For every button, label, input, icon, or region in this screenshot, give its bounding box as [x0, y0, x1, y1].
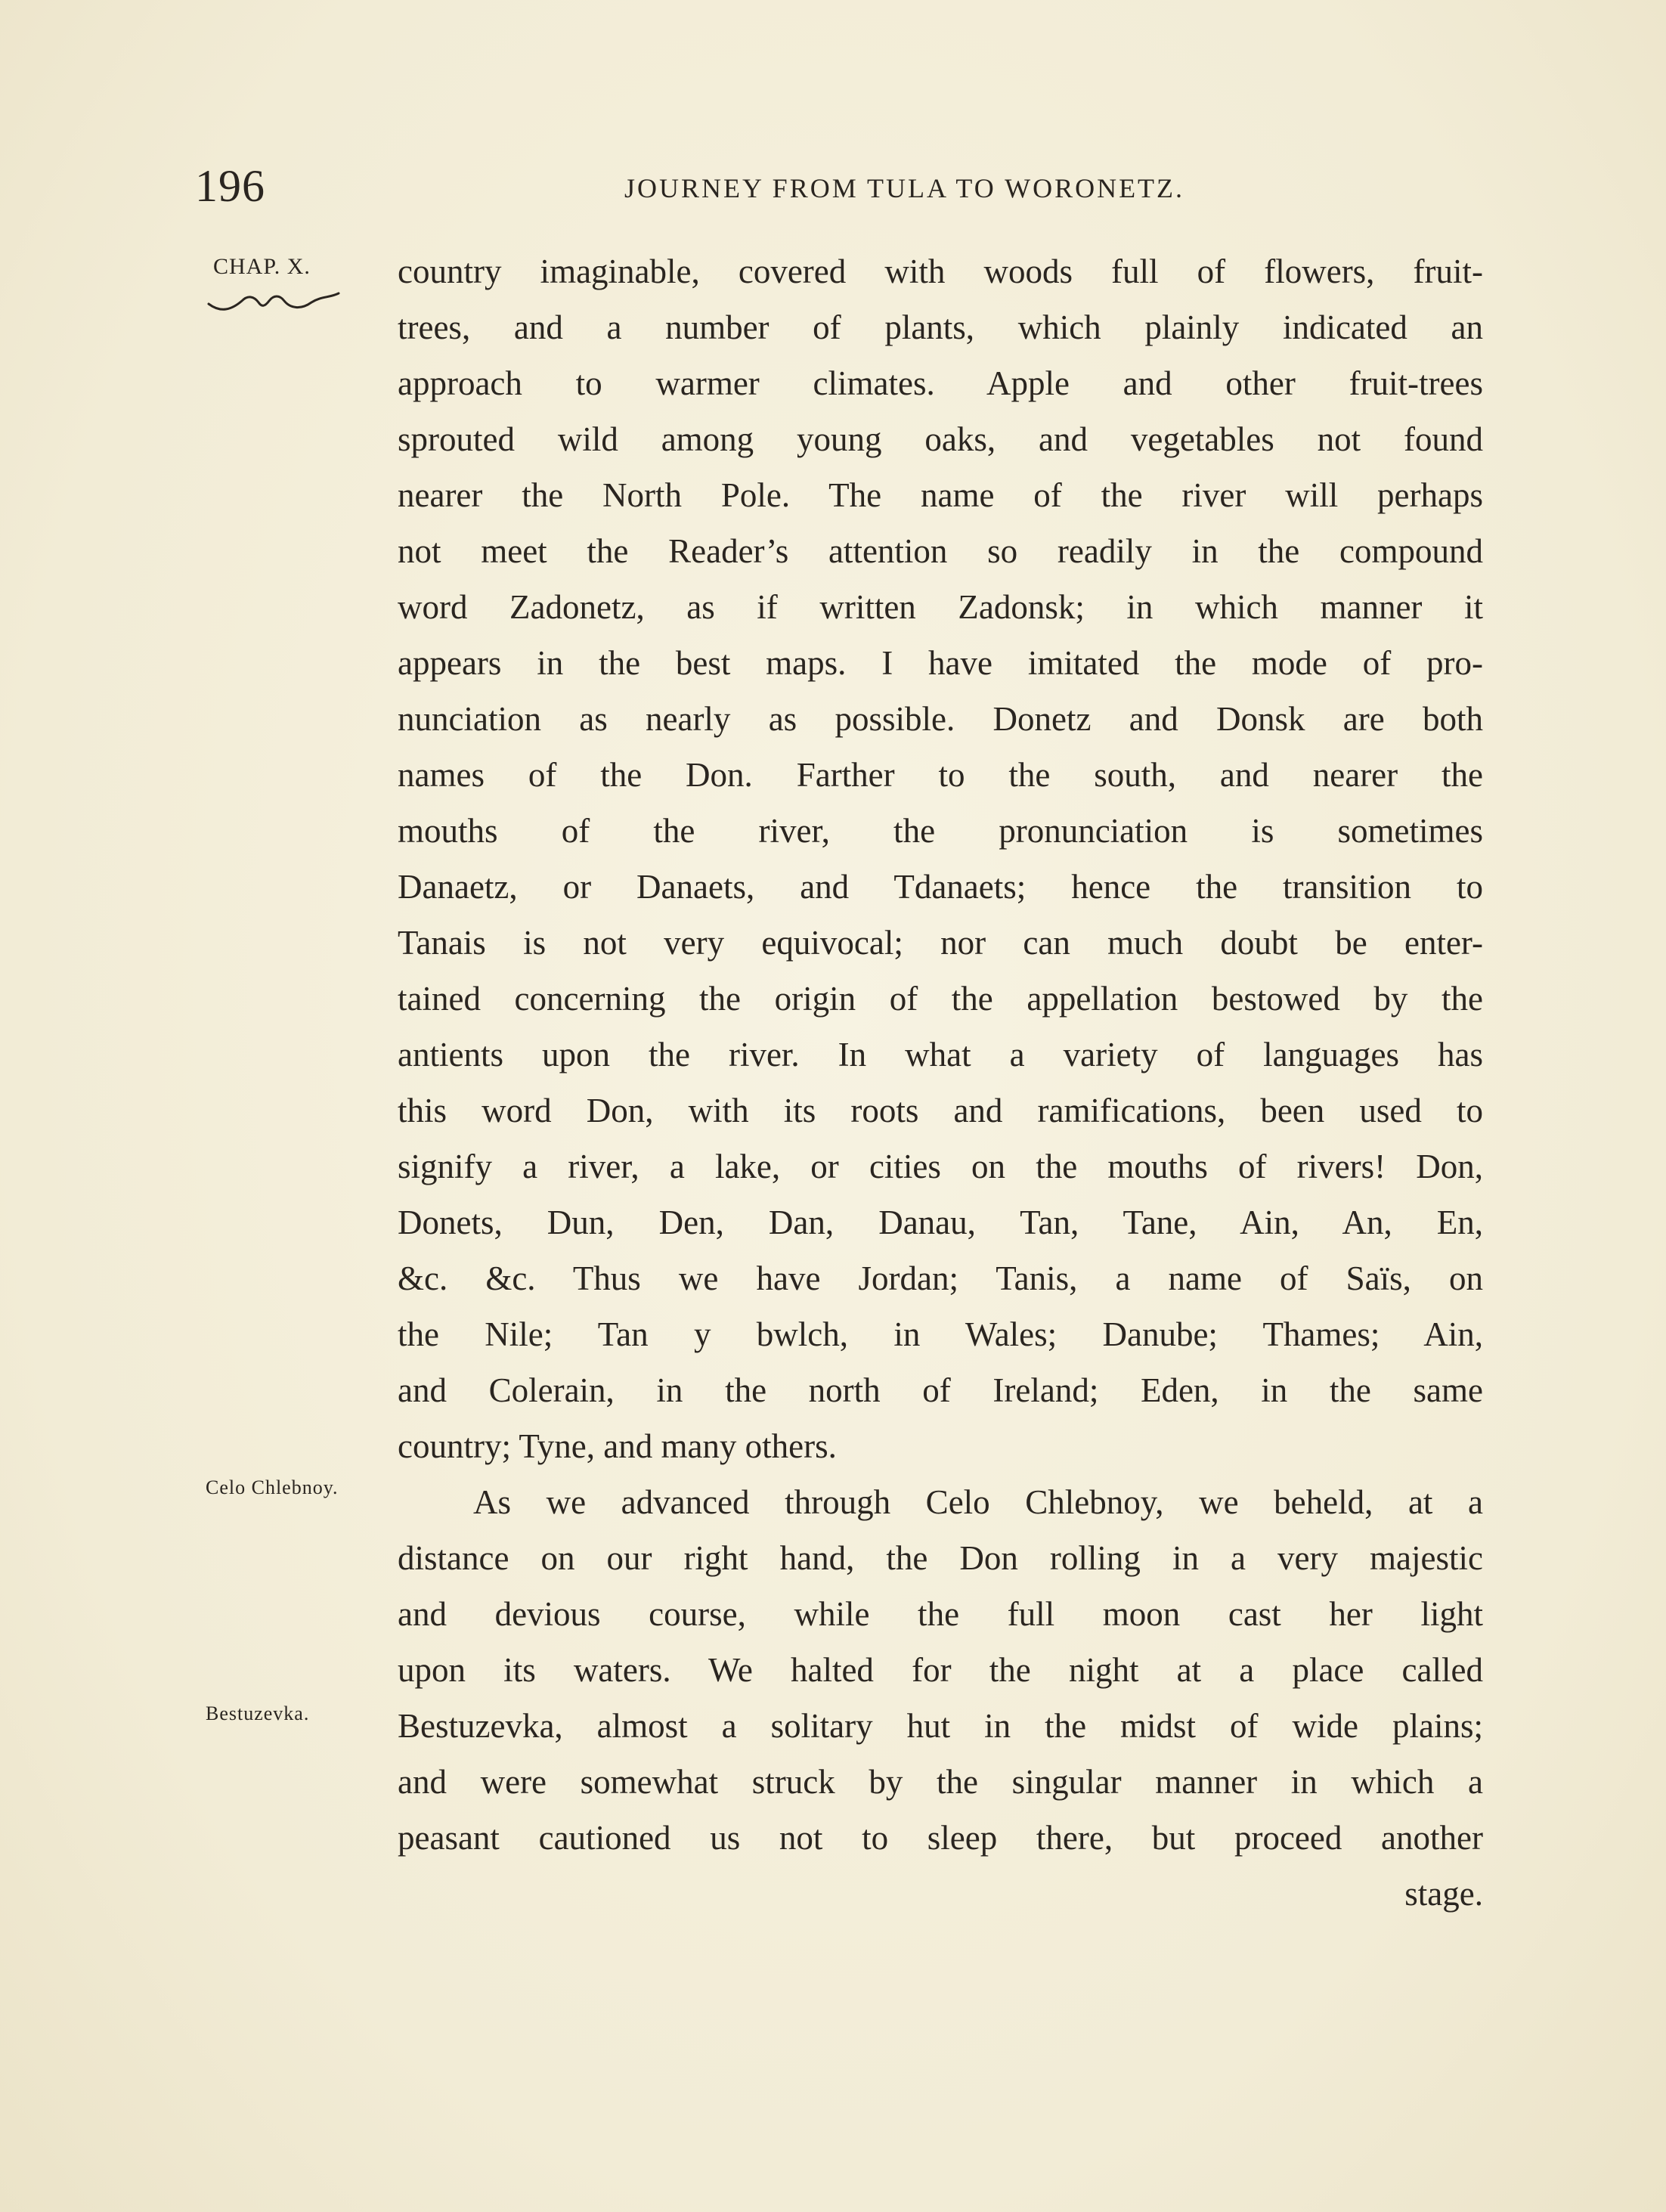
text-line: signify a river, a lake, or cities on the mouths of rivers! Don, — [398, 1148, 1483, 1185]
text-line: word Zadonetz, as if written Zadonsk; in which manner it — [398, 588, 1483, 626]
text-line: trees, and a number of plants, which plainly indicated an — [398, 308, 1483, 346]
body-text — [398, 243, 1483, 1922]
margin-note-bestuzevka: Bestuzevka. — [206, 1702, 310, 1724]
text-line: appears in the best maps. I have imitated the mode of pro- — [398, 644, 1483, 682]
text-line: and Colerain, in the north of Ireland; Eden, in the same — [398, 1371, 1483, 1409]
text-line: &c. &c. Thus we have Jordan; Tanis, a name of Saïs, on — [398, 1259, 1483, 1297]
catchword: stage. — [1404, 1875, 1483, 1913]
text-line: mouths of the river, the pronunciation is sometimes — [398, 812, 1483, 850]
text-line: and devious course, while the full moon cast her light — [398, 1595, 1483, 1633]
running-title: JOURNEY FROM TULA TO WORONETZ. — [624, 173, 1185, 203]
text-line: not meet the Reader’s attention so readily in the compound — [398, 532, 1483, 570]
text-line: peasant cautioned us not to sleep there, but proceed another — [398, 1819, 1483, 1857]
chapter-label: CHAP. X. — [213, 254, 311, 279]
text-line: the Nile; Tan y bwlch, in Wales; Danube; Thames; Ain, — [398, 1315, 1483, 1353]
text-line: distance on our right hand, the Don rolling in a very majestic — [398, 1539, 1483, 1577]
chapter-flourish-ornament — [206, 287, 342, 313]
text-line: sprouted wild among young oaks, and vegetables not found — [398, 420, 1483, 458]
text-line: this word Don, with its roots and ramifications, been used to — [398, 1092, 1483, 1129]
text-line: nunciation as nearly as possible. Donetz and Donsk are both — [398, 700, 1483, 738]
text-line: Tanais is not very equivocal; nor can much doubt be enter- — [398, 924, 1483, 962]
running-head — [195, 160, 1480, 221]
text-line-paragraph-start: As we advanced through Celo Chlebnoy, we beheld, at a — [473, 1483, 1483, 1521]
text-line: names of the Don. Farther to the south, and nearer the — [398, 756, 1483, 794]
text-line: tained concerning the origin of the appellation bestowed by the — [398, 980, 1483, 1018]
text-line: antients upon the river. In what a variety of languages has — [398, 1036, 1483, 1073]
text-line: Bestuzevka, almost a solitary hut in the midst of wide plains; — [398, 1707, 1483, 1745]
text-line: approach to warmer climates. Apple and other fruit-trees — [398, 364, 1483, 402]
text-line: upon its waters. We halted for the night at a place called — [398, 1651, 1483, 1689]
text-line-paragraph-end: country; Tyne, and many others. — [398, 1427, 837, 1465]
page-number: 196 — [195, 161, 265, 211]
text-line: and were somewhat struck by the singular manner in which a — [398, 1763, 1483, 1801]
text-line: Danaetz, or Danaets, and Tdanaets; hence the transition to — [398, 868, 1483, 906]
text-line: Donets, Dun, Den, Dan, Danau, Tan, Tane, Ain, An, En, — [398, 1204, 1483, 1241]
text-line: country imaginable, covered with woods full of flowers, fruit- — [398, 252, 1483, 290]
text-line: nearer the North Pole. The name of the river will perhaps — [398, 476, 1483, 514]
margin-note-celo-chlebnoy: Celo Chlebnoy. — [206, 1476, 339, 1498]
